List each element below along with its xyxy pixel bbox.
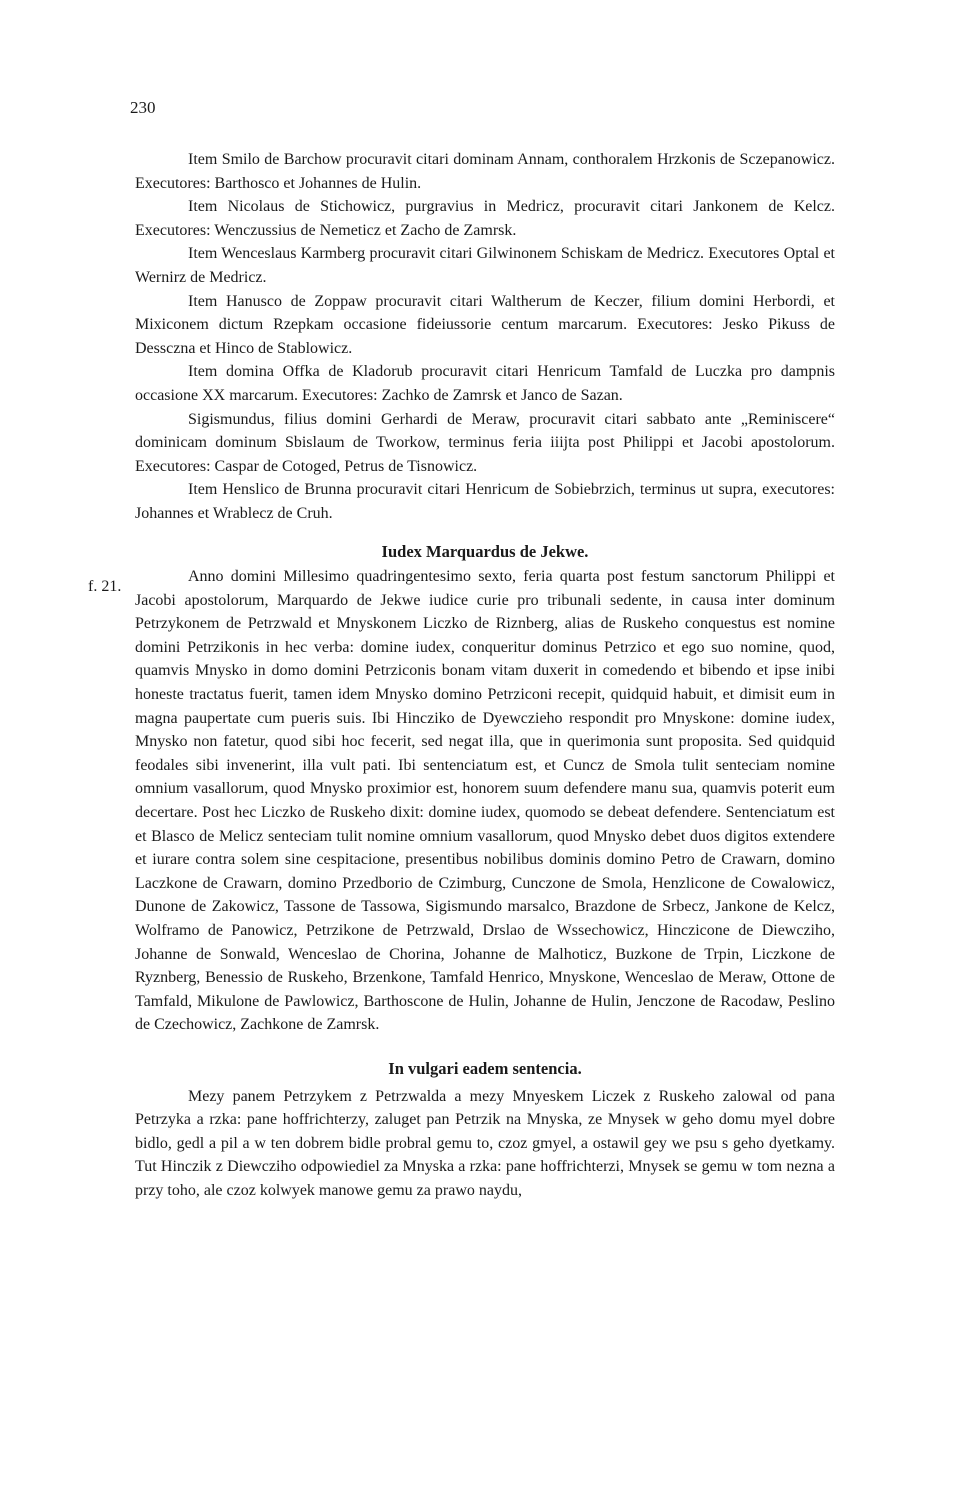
paragraph-vulgari: Mezy panem Petrzykem z Petrzwalda a mezy Mnyeskem Liczek z Ruskeho zalowal od pana Petrzyka a rzka: pane hoffrichterzy, zaluget pan Petrzik na Mnyska, ze Mnysek w geho domu myel dobre bidlo, gedl a pil a w ten dobrem bidle probral gemu to, czoz gmyel, a ostawil gey we psu s geho dyetkamy. Tut Hinczik z Diewcziho odpowiediel za Mnyska a rzka: pane hoffrichterzi, Mnysek se gemu w tom nezna a przy toho, ale czoz kolwyek manowe gemu za prawo naydu, <box>135 1087 835 1199</box>
paragraph-smilo: Item Smilo de Barchow procuravit citari dominam Annam, conthoralem Hrzkonis de Sczepanowicz. Executores: Barthosco et Johannes de Hulin. <box>135 151 835 192</box>
folio-margin-note: f. 21. <box>88 578 122 595</box>
paragraph-nicolaus: Item Nicolaus de Stichowicz, purgravius in Medricz, procuravit citari Jankonem de Kelcz. Executores: Wenczussius de Nemeticz et Zacho de Zamrsk. <box>135 198 835 239</box>
page-number: 230 <box>130 98 156 117</box>
paragraph-sigismundus: Sigismundus, filius domini Gerhardi de Meraw, procuravit citari sabbato ante „Reminiscere“ dominicam dominum Sbislaum de Tworkow, terminus feria iiijta post Philippi et Jacobi apostolorum. Executores: Caspar de Cotoged, Petrus de Tisnowicz. <box>135 410 835 475</box>
section-heading-vulgari: In vulgari eadem sentencia. <box>388 1058 582 1078</box>
paragraph-henslico: Item Henslico de Brunna procuravit citari Henricum de Sobiebrzich, terminus ut supra, executores: Johannes et Wrablecz de Cruh. <box>135 481 835 522</box>
paragraph-wenceslaus: Item Wenceslaus Karmberg procuravit citari Gilwinonem Schiskam de Medricz. Executores Optal et Wernirz de Medricz. <box>135 245 835 286</box>
document-body <box>135 148 835 1203</box>
paragraph-hanusco: Item Hanusco de Zoppaw procuravit citari Waltherum de Keczer, filium domini Herbordi, et Mixiconem dictum Rzepkam occasione fideiussorie centum marcarum. Executores: Jesko Pikuss de Dessczna et Hinco de Stablowicz. <box>135 292 835 357</box>
paragraph-offka: Item domina Offka de Kladorub procuravit citari Henricum Tamfald de Luczka pro dampnis occasione XX marcarum. Executores: Zachko de Zamrsk et Janco de Sazan. <box>135 363 835 404</box>
paragraph-anno-domini: Anno domini Millesimo quadringentesimo sexto, feria quarta post festum sanctorum Philippi et Jacobi apostolorum, Marquardo de Jekwe iudice curie pro tribunali sedente, in causa inter dominum Petrzykonem de Petrzwald et Mnyskonem Liczko de Riznberg, alias de Ruskeho conquestus est nomine domini Petrzikonis in hec verba: domine iudex, conqueritur dominus Petrzico et ego suo nomine, quod, quamvis Mnysko in domo domini Petrziconis bonam vitam duxerit in comedendo et bibendo et ipse inibi honeste tractatus fuerit, tamen idem Mnysko domino Petrziconi recepit, quidquid habuit, et dimisit eum in magna paupertate cum pueris suis. Ibi Hincziko de Dyewczieho respondit pro Mnyskone: domine iudex, Mnysko non fatetur, quod sibi hoc fecerit, sed negat illa, que in querimonia sunt proposita. Sed quidquid feodales sibi invenerint, illa vult pati. Ibi sentenciatum est, et Cuncz de Smola tulit senteciam nomine omnium vasallorum, quod Mnysko proximior est, honorem suum defendere manu sua, quamvis poterit eum decertare. Post hec Liczko de Ruskeho dixit: domine iudex, quomodo se debeat defendere. Sentenciatum est et Blasco de Melicz senteciam tulit nomine omnium vasallorum, quod Mnysko debet duos digitos extendere et iurare contra solem sine cespitacione, presentibus nobilibus dominis domino Petro de Crawarn, domino Laczkone de Crawarn, domino Przedborio de Czimburg, Cunczone de Smola, Henzlicone de Cowalowicz, Dunone de Zakowicz, Tassone de Tassowa, Sigismundo marsalco, Brazdone de Srbecz, Jankone de Kelcz, Wolframo de Panowicz, Petrzikone de Petrzwald, Drslao de Wssechowicz, Hinczicone de Diewcziho, Johanne de Sonwald, Wenceslao de Chorina, Johanne de Malhoticz, Buzkone de Trpin, Liczkone de Ryznberg, Benessio de Ruskeho, Brzenkone, Tamfald Henrico, Mnyskone, Wenceslao de Meraw, Ottone de Tamfald, Mikulone de Pawlowicz, Barthoscone de Hulin, Johanne de Hulin, Jenczone de Racodaw, Peslino de Czechowicz, Zachkone de Zamrsk. <box>135 568 835 1034</box>
section-heading-iudex: Iudex Marquardus de Jekwe. <box>381 541 589 561</box>
